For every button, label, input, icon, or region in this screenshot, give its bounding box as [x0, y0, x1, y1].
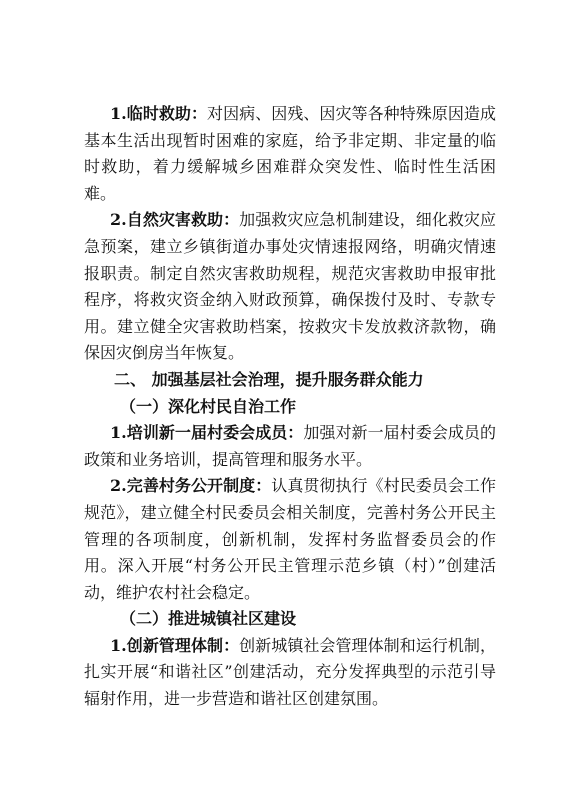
paragraph-village-affairs: [84, 473, 496, 606]
item-lead: 1.临时救助：: [110, 104, 208, 123]
item-lead: 2.自然灾害救助：: [110, 210, 240, 230]
item-lead: 2.完善村务公开制度：: [110, 476, 272, 496]
item-lead: 1.培训新一届村委会成员：: [110, 423, 304, 443]
subsection-heading: （一）深化村民自治工作: [120, 396, 297, 416]
paragraph-temporary-relief: [84, 101, 496, 207]
item-body: 加强救灾应急机制建设，细化救灾应急预案，建立乡镇街道办事处灾情速报网络，明确灾情速报职责。制定自然灾害救助规程，规范灾害救助申报审批程序，将救灾资金纳入财政预算，确保拨付及时、专款专用。建立健全灾害救助档案，按救灾卡发放救济款物，确保因灾倒房当年恢复。: [84, 210, 496, 363]
item-lead: 1.创新管理体制：: [110, 635, 240, 655]
item-body: 加强对新一届村委会成员的政策和业务培训，提高管理和服务水平。: [84, 423, 496, 469]
paragraph-management-system: [84, 633, 496, 713]
item-body: 对因病、因残、因灾等各种特殊原因造成基本生活出现暂时困难的家庭，给予非定期、非定量的临时救助，着力缓解城乡困难群众突发性、临时性生活困难。: [84, 104, 496, 203]
item-body: 创新城镇社会管理体制和运行机制，扎实开展“和谐社区”创建活动，充分发挥典型的示范引导辐射作用，进一步营造和谐社区创建氛围。: [84, 635, 496, 709]
paragraph-training: [84, 420, 496, 473]
document-page: [84, 101, 496, 713]
subsection-heading: （二）推进城镇社区建设: [120, 609, 297, 629]
item-body: 认真贯彻执行《村民委员会工作规范》，建立健全村民委员会相关制度，完善村务公开民主管理的各项制度，创新机制，发挥村务监督委员会的作用。深入开展“村务公开民主管理示范乡镇（村）”创建活动，维护农村社会稳定。: [84, 476, 496, 602]
section-heading: 二、 加强基层社会治理，提升服务群众能力: [114, 369, 424, 389]
paragraph-disaster-relief: [84, 207, 496, 367]
